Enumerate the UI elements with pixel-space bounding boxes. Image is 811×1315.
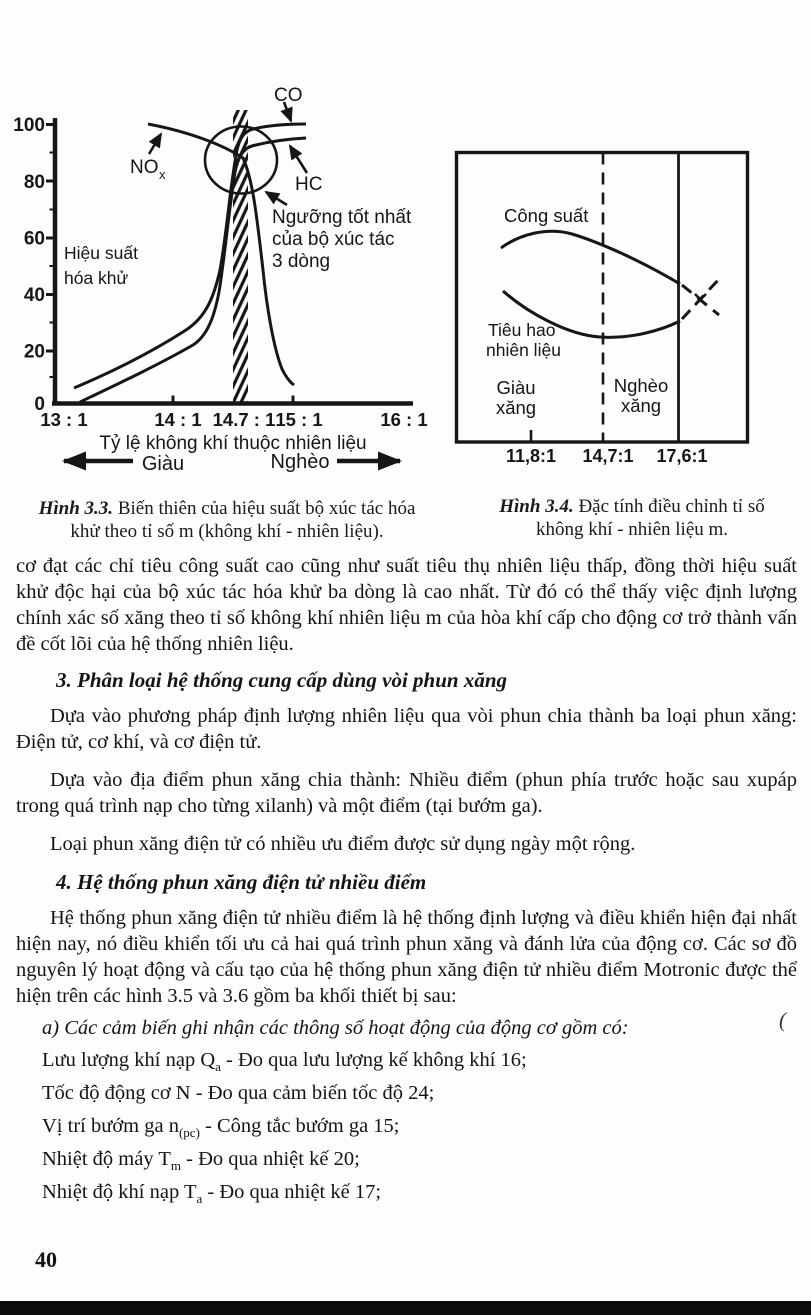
sensor-text: - Đo qua nhiệt kế 17;: [202, 1181, 382, 1203]
threshold-annotation: 3 dòng: [272, 251, 331, 272]
paragraph: cơ đạt các chỉ tiêu công suất cao cũng như suất tiêu thụ nhiên liệu thấp, đồng thời hiệu suất khử độc hại của bộ xúc tác hóa khử ba dòng là cao nhất. Từ đó có thể thấy việc định lượng chính xác số xăng theo tỉ số không khí nhiên liệu m của hòa khí cấp cho động cơ trở thành vấn đề cốt lõi của hệ thống nhiên liệu.: [16, 555, 797, 655]
figure-3-4-caption-text: Đặc tính điều chỉnh tỉ số: [573, 496, 765, 517]
lean-region-label: xăng: [620, 395, 662, 416]
sensor-list-item: [42, 1080, 797, 1106]
fuel-label: nhiên liệu: [486, 340, 561, 360]
sensor-list-item: [42, 1047, 797, 1073]
figure-3-3-chart: [0, 85, 445, 490]
sensor-subscript: m: [170, 1158, 181, 1174]
sensor-subscript: a: [196, 1191, 203, 1207]
threshold-annotation: của bộ xúc tác: [272, 229, 395, 250]
x-tick-label: 11,8:1: [505, 446, 557, 466]
sensor-list-item: [42, 1179, 797, 1205]
crossing-x-mark: [695, 294, 706, 305]
co-curve-label: CO: [274, 85, 303, 106]
sensor-text: - Đo qua nhiệt kế 20;: [181, 1148, 360, 1170]
paragraph: Dựa vào địa điểm phun xăng chia thành: Nhiều điểm (phun phía trước hoặc sau xupáp trong quá trình nạp cho từng xilanh) và một điểm (tại bướm ga).: [16, 769, 797, 817]
threshold-annotation: Ngưỡng tốt nhất: [272, 207, 412, 228]
y-tick-label: 0: [34, 394, 45, 415]
lean-label: Nghèo: [270, 451, 330, 473]
power-curve: [501, 231, 680, 284]
sensor-text: Lưu lượng khí nạp Q: [42, 1049, 216, 1071]
figure-3-4-caption-text: không khí - nhiên liệu m.: [535, 519, 729, 540]
hc-curve-label: HC: [295, 174, 323, 195]
figure-3-4-chart: [440, 140, 811, 485]
hc-pointer-arrow: [290, 146, 307, 173]
figure-3-4-caption: [452, 495, 811, 541]
nox-curve-label: NO: [130, 157, 159, 178]
y-tick-label: 40: [23, 285, 45, 306]
nox-pointer-arrow: [149, 134, 161, 154]
figure-3-4-caption-title: Hình 3.4.: [499, 496, 574, 517]
scan-artifact-mark: (: [779, 1008, 786, 1032]
power-label: Công suất: [504, 205, 589, 226]
figure-3-3-caption-text: khử theo tỉ số m (không khí - nhiên liệu).: [70, 521, 384, 542]
sensor-text: - Đo qua cảm biến tốc độ 24;: [190, 1082, 435, 1104]
sensor-text: Nhiệt độ máy T: [42, 1148, 171, 1170]
x-tick-label: 15 : 1: [275, 409, 323, 430]
efficiency-axis-label: Hiệu suất: [64, 243, 138, 263]
body-text-column: [16, 553, 797, 1212]
annotation-pointer-arrow: [266, 192, 287, 205]
paragraph: Loại phun xăng điện tử có nhiều ưu điểm được sử dụng ngày một rộng.: [50, 833, 636, 855]
section-heading-3: 3. Phân loại hệ thống cung cấp dùng vòi phun xăng: [56, 668, 508, 692]
section-heading-4: 4. Hệ thống phun xăng điện tử nhiều điểm: [56, 870, 427, 894]
sensor-text: - Công tắc bướm ga 15;: [199, 1115, 400, 1137]
y-tick-label: 100: [13, 115, 45, 136]
y-tick-label: 80: [23, 172, 45, 193]
sensor-subscript: (pc): [178, 1125, 200, 1141]
figure-3-3-caption-title: Hình 3.3.: [38, 498, 114, 519]
sensor-text: Nhiệt độ khí nạp T: [42, 1181, 197, 1203]
bottom-scan-bar: [0, 1301, 811, 1315]
x-tick-label: 17,6:1: [656, 446, 708, 466]
fuel-label: Tiêu hao: [488, 320, 556, 340]
sensor-text: - Đo qua lưu lượng kế không khí 16;: [220, 1049, 527, 1071]
y-tick-label: 60: [23, 228, 45, 250]
x-tick-label: 13 : 1: [40, 409, 88, 430]
figure-3-3-caption-text: Biến thiên của hiệu suất bộ xúc tác hóa: [113, 498, 416, 519]
paragraph: Dựa vào phương pháp định lượng nhiên liệu qua vòi phun chia thành ba loại phun xăng: Điện tử, cơ khí, và cơ điện tử.: [16, 705, 797, 753]
sensor-subscript: a: [215, 1059, 221, 1075]
sensor-text: Vị trí bướm ga n: [42, 1115, 179, 1137]
nox-curve-label-sub: x: [159, 167, 166, 182]
x-tick-label: 16 : 1: [380, 409, 428, 430]
paragraph: Hệ thống phun xăng điện tử nhiều điểm là hệ thống định lượng và điều khiển hiện đại nhất hiện nay, nó điều khiển tối ưu cả hai quá trình phun xăng và đánh lửa của động cơ. Các sơ đồ nguyên lý hoạt động và cấu tạo của hệ thống phun xăng điện tử nhiều điểm Motronic được thể hiện trên các hình 3.5 và 3.6 gồm ba khối thiết bị sau:: [16, 907, 797, 1007]
y-tick-label: 20: [23, 341, 45, 363]
x-tick-label: 14,7:1: [582, 446, 634, 466]
x-axis-title: Tỷ lệ không khí thuộc nhiên liệu: [99, 433, 367, 454]
rich-label: Giàu: [141, 453, 185, 475]
x-tick-label: 14 : 1: [154, 409, 202, 430]
efficiency-axis-label: hóa khử: [64, 268, 129, 288]
rich-region-label: xăng: [495, 397, 537, 418]
list-intro-item-a: a) Các cảm biến ghi nhận các thông số hoạt động của động cơ gồm có:: [42, 1017, 629, 1039]
sensor-list-item: [42, 1146, 797, 1172]
x-tick-label: 14.7 : 1: [212, 409, 276, 430]
lean-region-label: Nghèo: [613, 375, 669, 396]
figure-3-3-caption: [22, 497, 432, 543]
rich-region-label: Giàu: [496, 377, 536, 398]
page-number: 40: [35, 1247, 57, 1272]
sensor-list-item: [42, 1113, 797, 1139]
sensor-text: Tốc độ động cơ N: [42, 1082, 191, 1104]
